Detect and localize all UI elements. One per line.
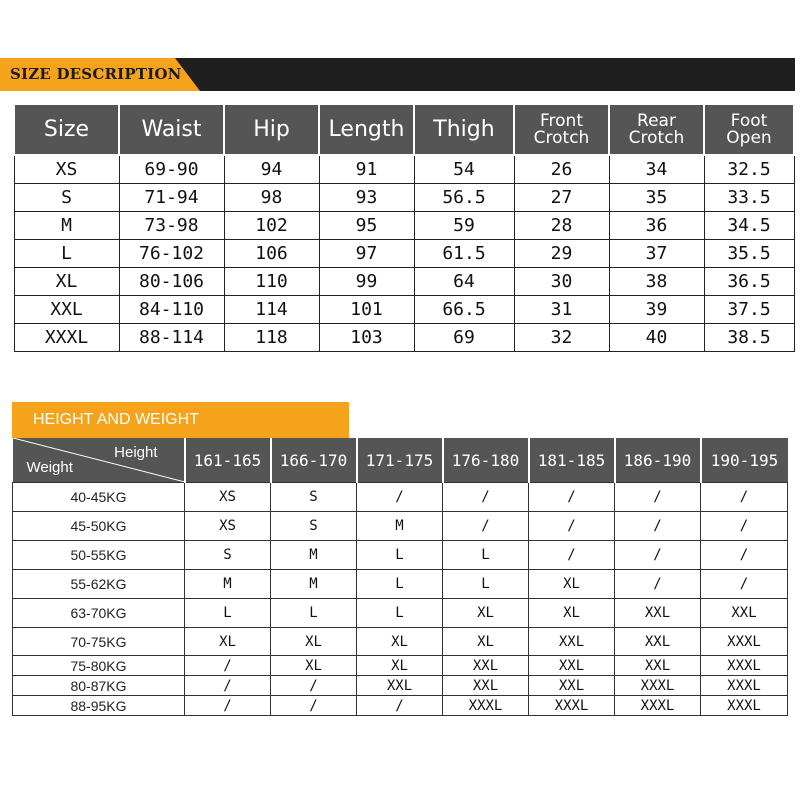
table-row <box>13 676 788 696</box>
table-cell: 36 <box>609 212 704 240</box>
table-cell: XXL <box>701 599 788 628</box>
table-cell: 91 <box>319 155 414 184</box>
table-cell: / <box>529 483 615 512</box>
table-row <box>13 512 788 541</box>
table-row <box>14 212 794 240</box>
table-cell: XXL <box>14 296 119 324</box>
height-range-header: 186-190 <box>615 438 701 483</box>
header-front-crotch: Front Crotch <box>514 104 609 155</box>
weight-range-label: 70-75KG <box>13 628 185 656</box>
table-cell: XXXL <box>701 656 788 676</box>
table-cell: 29 <box>514 240 609 268</box>
table-cell: / <box>529 512 615 541</box>
table-cell: L <box>14 240 119 268</box>
table-cell: / <box>271 696 357 716</box>
header-thigh: Thigh <box>414 104 514 155</box>
table-cell: 73-98 <box>119 212 224 240</box>
table-cell: / <box>185 676 271 696</box>
weight-range-label: 45-50KG <box>13 512 185 541</box>
height-range-header: 181-185 <box>529 438 615 483</box>
table-cell: L <box>357 541 443 570</box>
table-row <box>14 240 794 268</box>
table-cell: XXXL <box>615 676 701 696</box>
header-rear-crotch: Rear Crotch <box>609 104 704 155</box>
header-foot-open: Foot Open <box>704 104 794 155</box>
table-cell: / <box>701 541 788 570</box>
table-cell: 101 <box>319 296 414 324</box>
table-cell: XL <box>529 570 615 599</box>
table-cell: 71-94 <box>119 184 224 212</box>
weight-range-label: 40-45KG <box>13 483 185 512</box>
table-cell: 110 <box>224 268 319 296</box>
header-waist: Waist <box>119 104 224 155</box>
table-cell: XL <box>529 599 615 628</box>
corner-height-label: Height <box>114 444 158 461</box>
table-cell: XXXL <box>701 676 788 696</box>
table-cell: / <box>185 656 271 676</box>
weight-range-label: 50-55KG <box>13 541 185 570</box>
header-size: Size <box>14 104 119 155</box>
table-cell: 35.5 <box>704 240 794 268</box>
table-cell: / <box>615 483 701 512</box>
table-cell: XL <box>185 628 271 656</box>
table-cell: L <box>271 599 357 628</box>
table-cell: / <box>701 570 788 599</box>
table-cell: / <box>615 512 701 541</box>
table-cell: / <box>443 483 529 512</box>
table-cell: XXL <box>615 656 701 676</box>
table-cell: 26 <box>514 155 609 184</box>
table-row <box>14 155 794 184</box>
table-cell: 95 <box>319 212 414 240</box>
table-cell: 118 <box>224 324 319 352</box>
height-range-header: 161-165 <box>185 438 271 483</box>
table-cell: XXXL <box>529 696 615 716</box>
table-cell: 37.5 <box>704 296 794 324</box>
table-cell: 93 <box>319 184 414 212</box>
table-cell: 34.5 <box>704 212 794 240</box>
table-cell: / <box>185 696 271 716</box>
table-cell: XXL <box>443 656 529 676</box>
table-cell: XXL <box>615 628 701 656</box>
table-cell: XS <box>185 483 271 512</box>
corner-weight-label: Weight <box>26 459 73 476</box>
height-range-header: 171-175 <box>357 438 443 483</box>
weight-range-label: 88-95KG <box>13 696 185 716</box>
table-cell: XXXL <box>701 628 788 656</box>
table-row <box>13 483 788 512</box>
table-cell: XXXL <box>701 696 788 716</box>
header-hip: Hip <box>224 104 319 155</box>
table-cell: 35 <box>609 184 704 212</box>
table-cell: 80-106 <box>119 268 224 296</box>
table-cell: / <box>701 512 788 541</box>
table-cell: XXXL <box>14 324 119 352</box>
table-cell: M <box>271 541 357 570</box>
table-cell: L <box>185 599 271 628</box>
table-cell: / <box>443 512 529 541</box>
hw-corner-cell <box>13 438 185 483</box>
table-cell: XL <box>443 599 529 628</box>
table-cell: M <box>185 570 271 599</box>
table-cell: 30 <box>514 268 609 296</box>
table-cell: XS <box>14 155 119 184</box>
table-cell: 27 <box>514 184 609 212</box>
table-cell: 31 <box>514 296 609 324</box>
table-row <box>14 296 794 324</box>
table-cell: 69 <box>414 324 514 352</box>
table-cell: 84-110 <box>119 296 224 324</box>
table-cell: 97 <box>319 240 414 268</box>
table-cell: / <box>701 483 788 512</box>
table-cell: 106 <box>224 240 319 268</box>
table-cell: 54 <box>414 155 514 184</box>
table-row <box>13 541 788 570</box>
weight-range-label: 80-87KG <box>13 676 185 696</box>
hw-header-row <box>13 438 788 483</box>
table-row <box>14 268 794 296</box>
table-cell: 61.5 <box>414 240 514 268</box>
header-length: Length <box>319 104 414 155</box>
table-cell: 66.5 <box>414 296 514 324</box>
table-row <box>13 570 788 599</box>
table-cell: 39 <box>609 296 704 324</box>
size-description-title: SIZE DESCRIPTION <box>10 65 182 83</box>
table-cell: XXL <box>615 599 701 628</box>
height-weight-banner <box>12 402 349 438</box>
table-cell: XL <box>271 628 357 656</box>
table-cell: 37 <box>609 240 704 268</box>
table-cell: 33.5 <box>704 184 794 212</box>
table-cell: 98 <box>224 184 319 212</box>
table-cell: 59 <box>414 212 514 240</box>
banner-dark-band <box>150 58 795 91</box>
table-cell: M <box>357 512 443 541</box>
table-cell: XXL <box>529 676 615 696</box>
table-cell: 114 <box>224 296 319 324</box>
table-cell: S <box>271 512 357 541</box>
table-cell: XL <box>357 656 443 676</box>
table-cell: 99 <box>319 268 414 296</box>
table-cell: 32.5 <box>704 155 794 184</box>
table-cell: XXL <box>443 676 529 696</box>
table-cell: M <box>14 212 119 240</box>
weight-range-label: 55-62KG <box>13 570 185 599</box>
table-cell: 38.5 <box>704 324 794 352</box>
height-range-header: 166-170 <box>271 438 357 483</box>
table-cell: XXL <box>529 656 615 676</box>
size-header-row <box>14 104 794 155</box>
table-cell: 32 <box>514 324 609 352</box>
size-table <box>13 103 795 352</box>
table-cell: 56.5 <box>414 184 514 212</box>
table-cell: 94 <box>224 155 319 184</box>
table-cell: 76-102 <box>119 240 224 268</box>
height-range-header: 176-180 <box>443 438 529 483</box>
table-cell: 102 <box>224 212 319 240</box>
table-row <box>13 656 788 676</box>
table-cell: XL <box>271 656 357 676</box>
table-cell: XL <box>14 268 119 296</box>
table-cell: 38 <box>609 268 704 296</box>
table-cell: S <box>185 541 271 570</box>
weight-range-label: 75-80KG <box>13 656 185 676</box>
table-cell: / <box>357 483 443 512</box>
table-cell: S <box>271 483 357 512</box>
table-cell: / <box>615 541 701 570</box>
size-description-banner <box>0 58 795 91</box>
table-cell: / <box>615 570 701 599</box>
table-cell: S <box>14 184 119 212</box>
table-cell: XL <box>357 628 443 656</box>
table-row <box>13 696 788 716</box>
table-row <box>14 184 794 212</box>
table-cell: L <box>357 599 443 628</box>
table-cell: L <box>443 570 529 599</box>
table-cell: 103 <box>319 324 414 352</box>
height-weight-table <box>12 438 788 716</box>
table-cell: / <box>271 676 357 696</box>
height-weight-title: HEIGHT AND WEIGHT <box>33 411 199 428</box>
table-cell: 36.5 <box>704 268 794 296</box>
table-cell: L <box>357 570 443 599</box>
table-row <box>13 628 788 656</box>
table-row <box>14 324 794 352</box>
table-row <box>13 599 788 628</box>
table-cell: / <box>357 696 443 716</box>
table-cell: 69-90 <box>119 155 224 184</box>
table-cell: 88-114 <box>119 324 224 352</box>
table-cell: 28 <box>514 212 609 240</box>
table-cell: / <box>529 541 615 570</box>
table-cell: XXL <box>529 628 615 656</box>
table-cell: 64 <box>414 268 514 296</box>
table-cell: 34 <box>609 155 704 184</box>
table-cell: XXXL <box>443 696 529 716</box>
table-cell: XXL <box>357 676 443 696</box>
table-cell: XS <box>185 512 271 541</box>
weight-range-label: 63-70KG <box>13 599 185 628</box>
table-cell: XXXL <box>615 696 701 716</box>
table-cell: XL <box>443 628 529 656</box>
table-cell: L <box>443 541 529 570</box>
table-cell: 40 <box>609 324 704 352</box>
table-cell: M <box>271 570 357 599</box>
height-range-header: 190-195 <box>701 438 788 483</box>
